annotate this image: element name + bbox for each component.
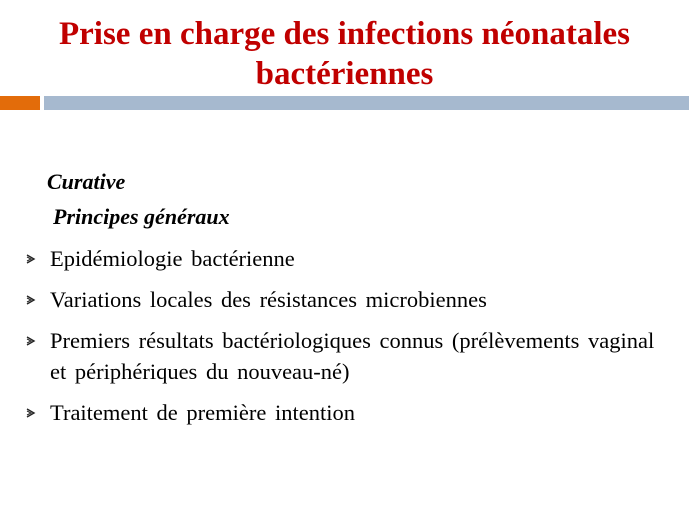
slide-title-line-2: bactériennes (255, 56, 434, 92)
title-underline-accent-blue (44, 96, 689, 110)
title-underline-accent-orange (0, 96, 40, 110)
list-item (0, 397, 689, 428)
arrowhead-bullet-icon (26, 243, 38, 274)
list-item (0, 284, 689, 315)
list-item (0, 243, 689, 274)
bullet-text: Traitement de première intention (50, 400, 355, 425)
bullet-text: Variations locales des résistances microbiennes (50, 287, 487, 312)
arrowhead-bullet-icon (26, 397, 38, 428)
arrowhead-bullet-icon (26, 284, 38, 315)
bullet-text: Epidémiologie bactérienne (50, 246, 295, 271)
slide-title-line-1: Prise en charge des infections néonatales (58, 16, 630, 52)
section-heading-principes: Principes généraux (53, 204, 230, 229)
bullet-text: Premiers résultats bactériologiques connus (prélèvements vaginal et périphériques du nouveau-né) (50, 328, 655, 384)
slide-title (0, 14, 689, 94)
arrowhead-bullet-icon (26, 325, 38, 356)
section-heading-curative: Curative (47, 169, 126, 194)
bullet-list (0, 243, 689, 438)
list-item (0, 325, 689, 387)
